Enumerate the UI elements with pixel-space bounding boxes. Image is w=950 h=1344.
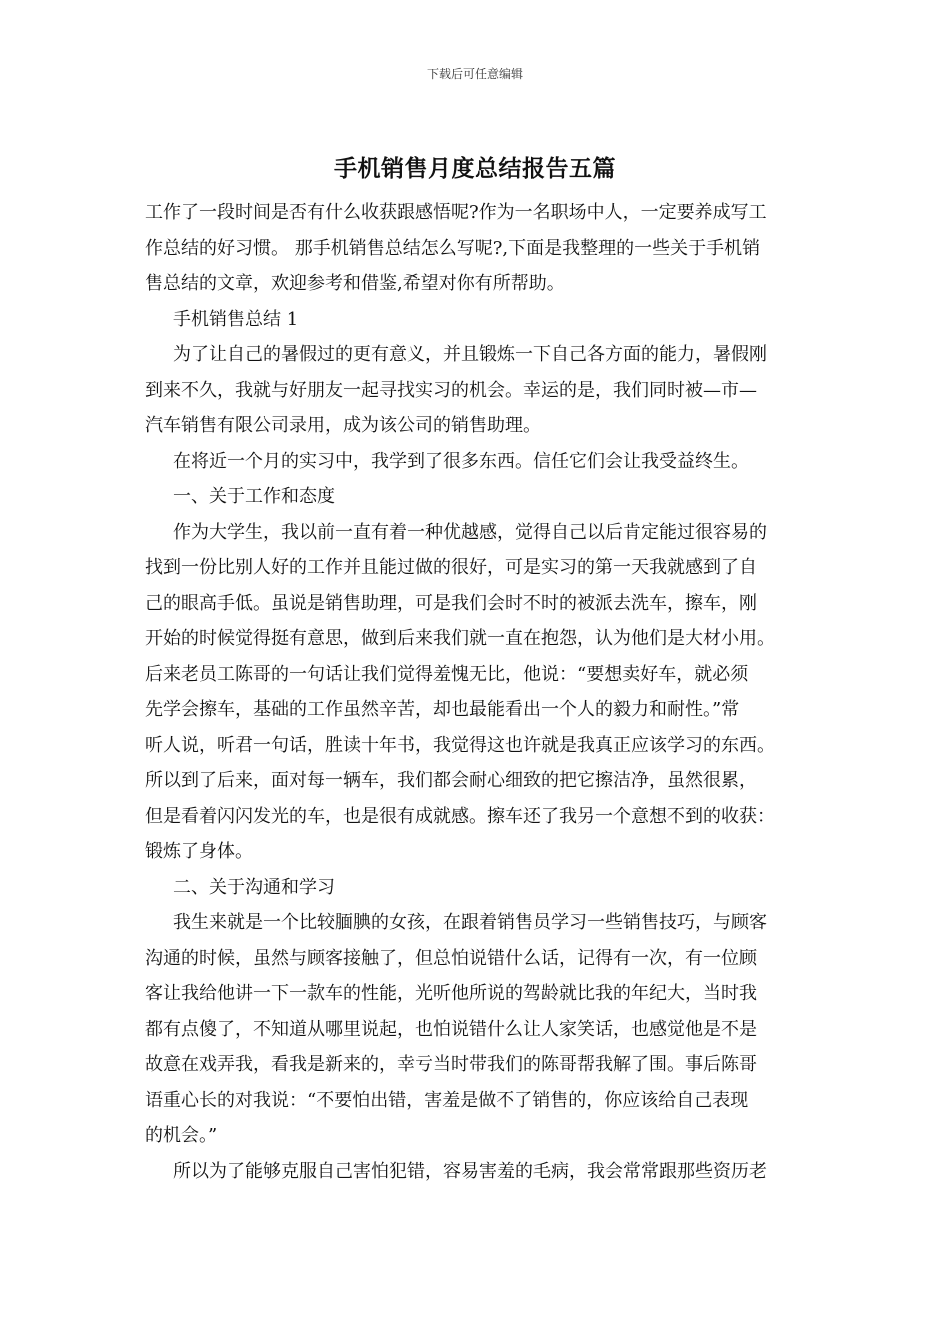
text-line: 找到一份比别人好的工作并且能过做的很好，可是实习的第一天我就感到了自 — [145, 557, 757, 578]
text-line: 听人说，听君一句话，胜读十年书，我觉得这也许就是我真正应该学习的东西。 — [145, 734, 775, 756]
text-line: 锻炼了身体。 — [145, 841, 253, 862]
text-line: 沟通的时候，虽然与顾客接触了，但总怕说错什么话，记得有一次，有一位顾 — [145, 947, 757, 969]
text-line: 己的眼高手低。虽说是销售助理，可是我们会时不时的被派去洗车，擦车，刚 — [145, 592, 757, 614]
text-line: 作总结的好习惯。 那手机销售总结怎么写呢?,下面是我整理的一些关于手机销 — [145, 237, 761, 259]
text-line: 所以为了能够克服自己害怕犯错，容易害羞的毛病，我会常常跟那些资历老 — [173, 1160, 767, 1182]
text-line: 客让我给他讲一下一款车的性能，光听他所说的驾龄就比我的年纪大，当时我 — [145, 983, 757, 1004]
text-line: 先学会擦车，基础的工作虽然辛苦，却也最能看出一个人的毅力和耐性。”常 — [145, 699, 740, 720]
text-line: 但是看着闪闪发光的车，也是很有成就感。擦车还了我另一个意想不到的收获： — [145, 805, 775, 827]
document-title: 手机销售月度总结报告五篇 — [334, 155, 616, 182]
text-line: 在将近一个月的实习中，我学到了很多东西。信任它们会让我受益终生。 — [173, 450, 749, 472]
text-line: 汽车销售有限公司录用，成为该公司的销售助理。 — [145, 415, 541, 436]
text-line: 为了让自己的暑假过的更有意义，并且锻炼一下自己各方面的能力，暑假刚 — [173, 344, 767, 365]
text-line: 二、关于沟通和学习 — [173, 876, 335, 898]
text-line: 作为大学生，我以前一直有着一种优越感，觉得自己以后肯定能过很容易的 — [173, 521, 767, 543]
text-line: 都有点傻了，不知道从哪里说起，也怕说错什么让人家笑话，也感觉他是不是 — [145, 1018, 757, 1040]
text-line: 一、关于工作和态度 — [173, 486, 335, 507]
document-body — [145, 195, 825, 1189]
header-note: 下载后可任意编辑 — [426, 67, 523, 81]
text-line: 工作了一段时间是否有什么收获跟感悟呢?作为一名职场中人，一定要养成写工 — [145, 202, 767, 223]
text-line: 故意在戏弄我，看我是新来的，幸亏当时带我们的陈哥帮我解了围。事后陈哥 — [145, 1054, 757, 1075]
text-line: 售总结的文章，欢迎参考和借鉴,希望对你有所帮助。 — [145, 273, 565, 294]
text-line: 后来老员工陈哥的一句话让我们觉得羞愧无比，他说：“要想卖好车，就必须 — [145, 663, 749, 685]
text-line: 手机销售总结 1 — [173, 308, 299, 330]
text-line: 的机会。” — [145, 1125, 218, 1146]
text-line: 语重心长的对我说：“不要怕出错，害羞是做不了销售的，你应该给自己表现 — [145, 1089, 749, 1111]
text-line: 我生来就是一个比较腼腆的女孩，在跟着销售员学习一些销售技巧，与顾客 — [173, 912, 767, 933]
text-line: 开始的时候觉得挺有意思，做到后来我们就一直在抱怨，认为他们是大材小用。 — [145, 628, 775, 649]
text-line: 到来不久，我就与好朋友一起寻找实习的机会。幸运的是，我们同时被—市— — [145, 379, 757, 401]
text-line: 所以到了后来，面对每一辆车，我们都会耐心细致的把它擦洁净，虽然很累， — [145, 770, 757, 791]
